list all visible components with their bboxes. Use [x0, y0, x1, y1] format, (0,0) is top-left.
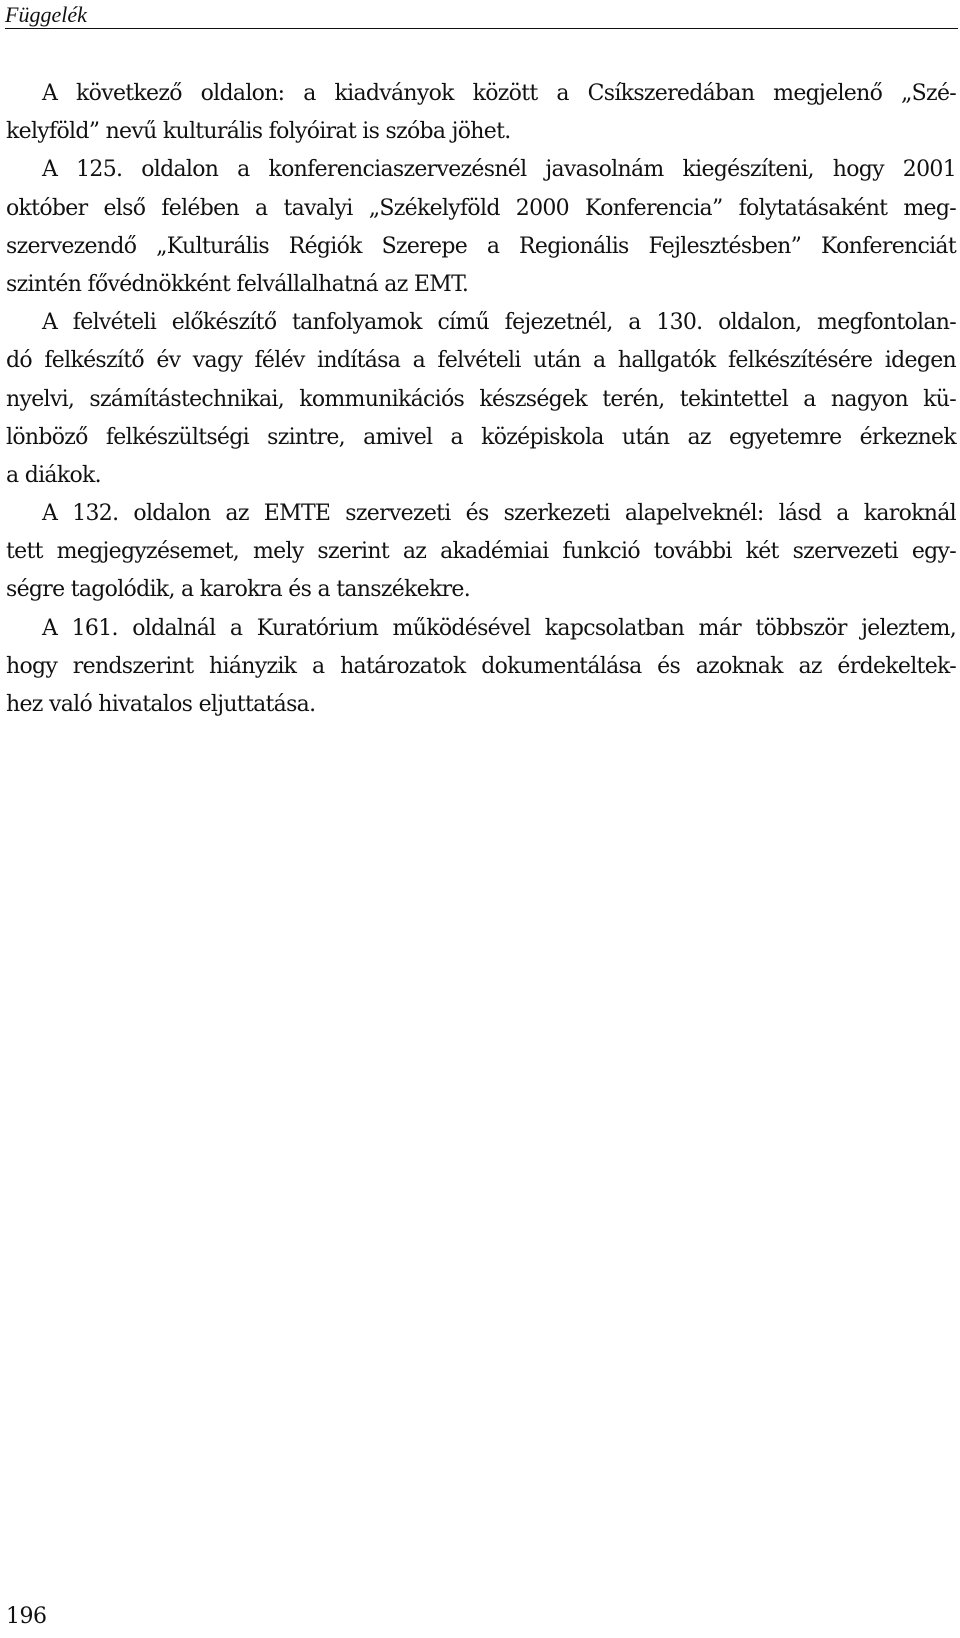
text-line: tett megjegyzésemet, mely szerint az akadémiai funkció további két szervezeti egy-: [6, 539, 956, 565]
text-line: A következő oldalon: a kiadványok között a Csíkszeredában megjelenő „Szé-: [42, 81, 956, 106]
text-line: ségre tagolódik, a karokra és a tanszékekre.: [6, 577, 471, 603]
text-line: hez való hivatalos eljuttatása.: [6, 692, 316, 717]
page-number: 196: [6, 1604, 47, 1629]
text-line: hogy rendszerint hiányzik a határozatok dokumentálása és azoknak az érdekeltek-: [6, 653, 956, 679]
text-line: lönböző felkészültségi szintre, amivel a középiskola után az egyetemre érkeznek: [6, 424, 956, 450]
running-header: Függelék: [5, 2, 87, 27]
body-text: [6, 75, 956, 724]
text-line: kelyföld” nevű kulturális folyóirat is szóba jöhet.: [6, 119, 511, 145]
text-line: szervezendő „Kulturális Régiók Szerepe a Regionális Fejlesztésben” Konferenciát: [6, 233, 956, 259]
text-line: nyelvi, számítástechnikai, kommunikációs készségek terén, tekintettel a nagyon kü-: [6, 386, 956, 412]
text-line: A 132. oldalon az EMTE szervezeti és szerkezeti alapelveknél: lásd a karoknál: [42, 501, 956, 527]
text-line: szintén fővédnökként felvállalhatná az EMT.: [6, 271, 469, 297]
text-line: október első felében a tavalyi „Székelyföld 2000 Konferencia” folytatásaként meg-: [6, 195, 956, 221]
text-line: dó felkészítő év vagy félév indítása a felvételi után a hallgatók felkészítésére idegen: [6, 348, 956, 374]
header-rule: [5, 28, 958, 29]
text-line: a diákok.: [6, 462, 101, 488]
text-line: A 125. oldalon a konferenciaszervezésnél javasolnám kiegészíteni, hogy 2001: [42, 157, 956, 183]
text-line: A felvételi előkészítő tanfolyamok című fejezetnél, a 130. oldalon, megfontolan-: [42, 310, 956, 336]
text-line: A 161. oldalnál a Kuratórium működésével kapcsolatban már többször jeleztem,: [42, 615, 956, 641]
